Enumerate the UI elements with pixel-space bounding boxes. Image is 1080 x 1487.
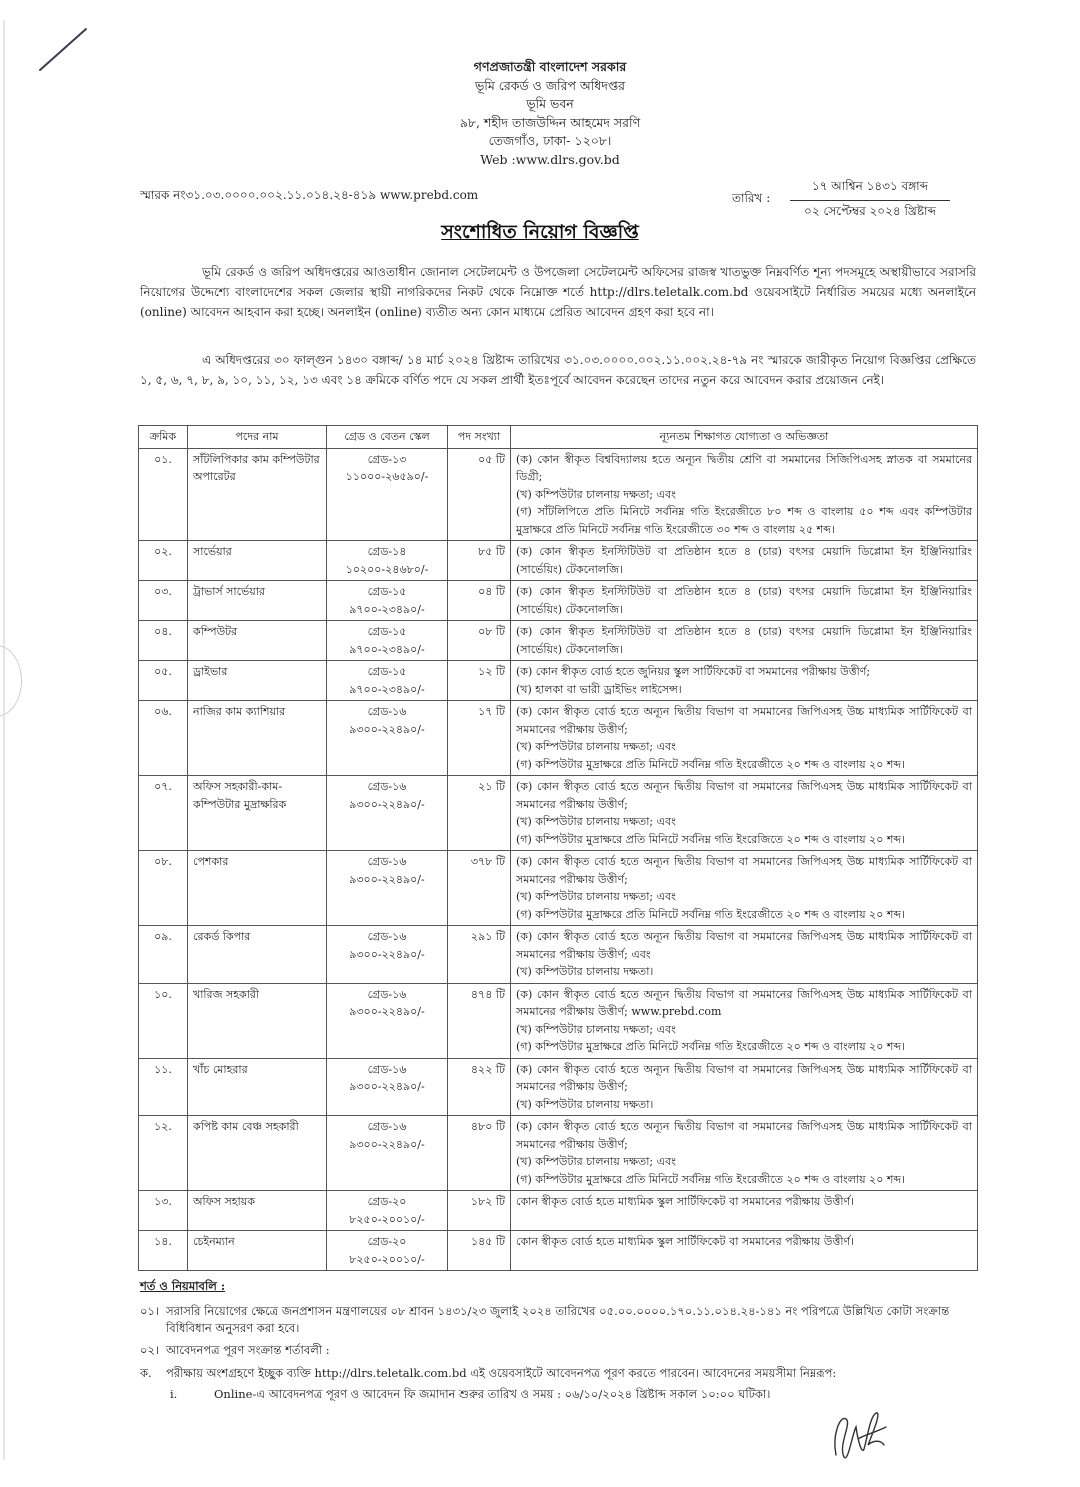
qualification-cell xyxy=(511,1191,978,1231)
post-count-cell: ১২ টি xyxy=(448,661,511,701)
serial-cell: ০১. xyxy=(139,448,188,541)
post-name-cell: সাঁটলিপিকার কাম কম্পিউটার অপারেটর xyxy=(188,448,327,541)
post-count-cell: ১৪৫ টি xyxy=(448,1231,511,1271)
post-count-cell: ৪৮০ টি xyxy=(448,1116,511,1191)
table-row xyxy=(139,1058,978,1116)
qualification-cell xyxy=(511,1231,978,1271)
grade-text: গ্রেড-১৬ xyxy=(367,987,407,1001)
date-gregorian: ০২ সেপ্টেম্বর ২০২৪ খ্রিষ্টাব্দ xyxy=(804,204,936,218)
qualification-cell xyxy=(511,983,978,1058)
serial-cell: ০৩. xyxy=(139,581,188,621)
qualification-line: (গ) কম্পিউটার মুদ্রাক্ষরে প্রতি মিনিটে সর্বনিম্ন গতি ইংরেজিতে ২০ শব্দ ও বাংলায় ২০ শব্দ। xyxy=(516,832,906,846)
post-count-cell: ১৮২ টি xyxy=(448,1191,511,1231)
table-row xyxy=(139,661,978,701)
qualification-line: (ক) কোন স্বীকৃত বোর্ড হতে অন্যূন দ্বিতীয় বিভাগ বা সমমানের জিপিএসহ উচ্চ মাধ্যমিক সার্টিফিকেট বা সমমানের পরীক্ষায় উত্তীর্ণ; www.prebd.com xyxy=(516,987,972,1018)
term-subitem xyxy=(140,1365,980,1382)
qualification-line: (ক) কোন স্বীকৃত বিশ্ববিদ্যালয় হতে অন্যূন দ্বিতীয় শ্রেণি বা সমমানের সিজিপিএসহ স্নাতক বা সমমানের ডিগ্রী; xyxy=(516,452,972,483)
table-header-row xyxy=(139,426,978,449)
grade-scale-cell xyxy=(327,581,448,621)
term-text: আবেদনপত্র পূরণ সংক্রান্ত শর্তাবলী : xyxy=(166,1343,330,1357)
pay-scale-text: ৯৩০০-২২৪৯০/- xyxy=(349,1005,425,1018)
signature-icon xyxy=(828,1405,892,1469)
website: Web :www.dlrs.gov.bd xyxy=(480,151,620,167)
serial-cell: ১৩. xyxy=(139,1191,188,1231)
serial-cell: ০২. xyxy=(139,541,188,581)
pay-scale-text: ১০২০০-২৪৬৮০/- xyxy=(345,562,429,576)
intro-paragraph xyxy=(140,262,976,322)
subsubitem-number: i. xyxy=(170,1387,178,1401)
document-title: সংশোধিত নিয়োগ বিজ্ঞপ্তি xyxy=(441,221,639,243)
street-address: ৯৮, শহীদ তাজউদ্দিন আহমেদ সরণি xyxy=(459,114,641,130)
grade-scale-cell xyxy=(327,776,448,851)
header-post-count: পদ সংখ্যা xyxy=(448,426,511,449)
grade-text: গ্রেড-২০ xyxy=(367,1235,407,1248)
table-row xyxy=(139,1231,978,1271)
term-item xyxy=(140,1303,980,1337)
post-name-cell: নাজির কাম ক্যাশিয়ার xyxy=(188,701,327,776)
post-name-cell: রেকর্ড কিপার xyxy=(188,926,327,984)
qualification-cell xyxy=(511,448,978,541)
qualification-line: (ক) কোন স্বীকৃত বোর্ড হতে অন্যূন দ্বিতীয় বিভাগ বা সমমানের জিপিএসহ উচ্চ মাধ্যমিক সার্টিফিকেট বা সমমানের পরীক্ষায় উত্তীর্ণ; xyxy=(516,1062,972,1093)
grade-scale-cell xyxy=(327,448,448,541)
grade-scale-cell xyxy=(327,851,448,926)
grade-text: গ্রেড-১৬ xyxy=(367,855,407,868)
subitem-number: ক. xyxy=(140,1366,152,1380)
qualification-line: (খ) কম্পিউটার চালনায় দক্ষতা; এবং xyxy=(516,1022,676,1036)
qualification-line: (খ) কম্পিউটার চালনায় দক্ষতা; এবং xyxy=(516,815,676,828)
header-serial: ক্রমিক xyxy=(139,426,188,449)
grade-scale-cell xyxy=(327,541,448,581)
pay-scale-text: ৯৩০০-২২৪৯০/- xyxy=(349,947,425,961)
header-qualification: ন্যূনতম শিক্ষাগত যোগ্যতা ও অভিজ্ঞতা xyxy=(511,426,978,449)
pay-scale-text: ৯৩০০-২২৪৯০/- xyxy=(349,722,425,736)
post-name-cell: সার্ভেয়ার xyxy=(188,541,327,581)
reference-text: এ অধিদপ্তরের ৩০ ফাল্গুন ১৪৩০ বঙ্গাব্দ/ ১৪ মার্চ ২০২৪ খ্রিষ্টাব্দ তারিখের ৩১.০৩.০০০০.০০২.১১.০০২.২৪-৭৯ নং স্মারকে জারীকৃত নিয়োগ বিজ্ঞপ্তির প্রেক্ষিতে ১, ৫, ৬, ৭, ৮, ৯, ১০, ১১, ১২, ১৩ এবং ১৪ ক্রমিকে বর্ণিত পদে যে সকল প্রার্থী ইতঃপূর্বে আবেদন করেছেন তাদের নতুন করে আবেদন করার প্রয়োজন নেই। xyxy=(140,353,976,387)
serial-cell: ১২. xyxy=(139,1116,188,1191)
grade-scale-cell xyxy=(327,1116,448,1191)
qualification-line: (গ) কম্পিউটার মুদ্রাক্ষরে প্রতি মিনিটে সর্বনিম্ন গতি ইংরেজীতে ২০ শব্দ ও বাংলায় ২০ শব্দ। xyxy=(516,907,906,921)
reference-paragraph xyxy=(140,350,976,390)
building-name: ভূমি ভবন xyxy=(526,96,574,111)
qualification-cell xyxy=(511,1116,978,1191)
date-label: তারিখ : xyxy=(732,191,771,205)
qualification-cell xyxy=(511,581,978,621)
pay-scale-text: ৯৭০০-২৩৪৯০/- xyxy=(349,682,425,696)
post-count-cell: ২১ টি xyxy=(448,776,511,851)
table-row xyxy=(139,1116,978,1191)
grade-text: গ্রেড-১৪ xyxy=(367,545,407,558)
post-count-cell: ১৭ টি xyxy=(448,701,511,776)
department-name: ভূমি রেকর্ড ও জরিপ অধিদপ্তর xyxy=(474,77,626,93)
grade-text: গ্রেড-১৬ xyxy=(367,930,407,943)
qualification-line: (খ) কম্পিউটার চালনায় দক্ষতা; এবং xyxy=(516,1155,676,1168)
post-name-cell: অফিস সহকারী-কাম-কম্পিউটার মুদ্রাক্ষরিক xyxy=(188,776,327,851)
post-name-cell: ট্রাভার্স সার্ভেয়ার xyxy=(188,581,327,621)
serial-cell: ১০. xyxy=(139,983,188,1058)
post-count-cell: ৩৭৮ টি xyxy=(448,851,511,926)
qualification-line: কোন স্বীকৃত বোর্ড হতে মাধ্যমিক স্কুল সার্টিফিকেট বা সমমানের পরীক্ষায় উত্তীর্ণ। xyxy=(516,1195,855,1208)
grade-text: গ্রেড-১৫ xyxy=(367,625,407,638)
date-bengali: ১৭ আশ্বিন ১৪৩১ বঙ্গাব্দ xyxy=(790,178,950,201)
grade-scale-cell xyxy=(327,661,448,701)
qualification-line: (খ) কম্পিউটার চালনায় দক্ষতা। xyxy=(516,965,654,978)
qualification-line: (গ) কম্পিউটার মুদ্রাক্ষরে প্রতি মিনিটে সর্বনিম্ন গতি ইংরেজীতে ২০ শব্দ ও বাংলায় ২০ শব্দ। xyxy=(516,757,906,771)
pay-scale-text: ৮২৫০-২০০১০/- xyxy=(349,1252,425,1266)
table-row xyxy=(139,581,978,621)
qualification-line: (ক) কোন স্বীকৃত বোর্ড হতে অন্যূন দ্বিতীয় বিভাগ বা সমমানের জিপিএসহ উচ্চ মাধ্যমিক সার্টিফিকেট বা সমমানের পরীক্ষায় উত্তীর্ণ; xyxy=(516,855,972,886)
qualification-line: (খ) কম্পিউটার চালনায় দক্ষতা; এবং xyxy=(516,890,676,903)
serial-cell: ০৯. xyxy=(139,926,188,984)
post-name-cell: খারিজ সহকারী xyxy=(188,983,327,1058)
term-item xyxy=(140,1342,980,1359)
table-row xyxy=(139,926,978,984)
qualification-cell xyxy=(511,851,978,926)
pen-stroke-mark xyxy=(38,26,90,74)
qualification-cell xyxy=(511,701,978,776)
post-name-cell: পেশকার xyxy=(188,851,327,926)
qualification-line: (গ) কম্পিউটার মুদ্রাক্ষরে প্রতি মিনিটে সর্বনিম্ন গতি ইংরেজীতে ২০ শব্দ ও বাংলায় ২০ শব্দ। xyxy=(516,1172,906,1186)
qualification-line: (ক) কোন স্বীকৃত বোর্ড হতে জুনিয়র স্কুল সার্টিফিকেট বা সমমানের পরীক্ষায় উত্তীর্ণ; xyxy=(516,665,871,678)
government-name: গণপ্রজাতন্ত্রী বাংলাদেশ সরকার xyxy=(473,59,627,74)
post-name-cell: কম্পিউটর xyxy=(188,621,327,661)
qualification-line: (ক) কোন স্বীকৃত বোর্ড হতে অন্যূন দ্বিতীয় বিভাগ বা সমমানের জিপিএসহ উচ্চ মাধ্যমিক সার্টিফিকেট বা সমমানের পরীক্ষায় উত্তীর্ণ; এবং xyxy=(516,930,972,961)
pay-scale-text: ১১০০০-২৬৫৯০/- xyxy=(345,470,429,483)
serial-cell: ১১. xyxy=(139,1058,188,1116)
qualification-cell xyxy=(511,541,978,581)
grade-scale-cell xyxy=(327,1231,448,1271)
pay-scale-text: ৯৩০০-২২৪৯০/- xyxy=(349,797,425,811)
grade-text: গ্রেড-১৬ xyxy=(367,705,407,718)
term-number: ০২। xyxy=(140,1343,160,1357)
serial-cell: ১৪. xyxy=(139,1231,188,1271)
table-row xyxy=(139,983,978,1058)
pay-scale-text: ৯৭০০-২৩৪৯০/- xyxy=(349,602,425,616)
term-number: ০১। xyxy=(140,1304,160,1318)
table-row xyxy=(139,541,978,581)
grade-text: গ্রেড-১৫ xyxy=(367,585,407,598)
qualification-line: কোন স্বীকৃত বোর্ড হতে মাধ্যমিক স্কুল সার্টিফিকেট বা সমমানের পরীক্ষায় উত্তীর্ণ। xyxy=(516,1235,855,1248)
grade-scale-cell xyxy=(327,1058,448,1116)
grade-text: গ্রেড-১৬ xyxy=(367,780,407,793)
grade-text: গ্রেড-১৩ xyxy=(367,452,407,466)
posts-table xyxy=(138,425,978,1271)
post-name-cell: চেইনম্যান xyxy=(188,1231,327,1271)
qualification-cell xyxy=(511,621,978,661)
serial-cell: ০৪. xyxy=(139,621,188,661)
document-title-wrap xyxy=(0,218,1080,250)
qualification-line: (ক) কোন স্বীকৃত বোর্ড হতে অন্যূন দ্বিতীয় বিভাগ বা সমমানের জিপিএসহ উচ্চ মাধ্যমিক সার্টিফিকেট বা সমমানের পরীক্ষায় উত্তীর্ণ; xyxy=(516,780,972,811)
post-count-cell: ০৮ টি xyxy=(448,621,511,661)
pay-scale-text: ৯৭০০-২৩৪৯০/- xyxy=(349,642,425,656)
pay-scale-text: ৯৩০০-২২৪৯০/- xyxy=(349,872,425,886)
grade-text: গ্রেড-১৬ xyxy=(367,1062,407,1076)
qualification-line: (ক) কোন স্বীকৃত ইনস্টিটিউট বা প্রতিষ্ঠান হতে ৪ (চার) বৎসর মেয়াদি ডিপ্লোমা ইন ইঞ্জিনিয়ারিং (সার্ভেয়িং) টেকনোলজি। xyxy=(516,625,972,656)
serial-cell: ০৫. xyxy=(139,661,188,701)
qualification-cell xyxy=(511,1058,978,1116)
qualification-cell xyxy=(511,926,978,984)
pay-scale-text: ৮২৫০-২০০১০/- xyxy=(349,1212,425,1226)
serial-cell: ০৬. xyxy=(139,701,188,776)
table-row xyxy=(139,776,978,851)
term-text: সরাসরি নিয়োগের ক্ষেত্রে জনপ্রশাসন মন্ত্রণালয়ের ০৮ শ্রাবন ১৪৩১/২৩ জুলাই ২০২৪ তারিখের ০৫.০০.০০০০.১৭০.১১.০১৪.২৪-১৪১ নং পরিপত্রে উল্লিখিত কোটা সংক্রান্ত বিধিবিধান অনুসরণ করা হবে। xyxy=(166,1304,950,1335)
serial-cell: ০৮. xyxy=(139,851,188,926)
table-row xyxy=(139,621,978,661)
terms-heading: শর্ত ও নিয়মাবলি : xyxy=(140,1279,226,1293)
subitem-text: পরীক্ষায় অংশগ্রহণে ইচ্ছুক ব্যক্তি http://dlrs.teletalk.com.bd এই ওয়েবসাইটে আবেদনপত্র পূরণ করতে পারবেন। আবেদনের সময়সীমা নিম্নরূপ: xyxy=(166,1366,837,1380)
pay-scale-text: ৯৩০০-২২৪৯০/- xyxy=(349,1080,425,1093)
punch-hole-mark xyxy=(0,645,22,717)
grade-text: গ্রেড-১৫ xyxy=(367,665,407,678)
grade-scale-cell xyxy=(327,621,448,661)
post-name-cell: কপিষ্ট কাম বেঞ্চ সহকারী xyxy=(188,1116,327,1191)
header-grade-scale: গ্রেড ও বেতন স্কেল xyxy=(327,426,448,449)
post-count-cell: ৮৫ টি xyxy=(448,541,511,581)
terms-section xyxy=(140,1278,980,1403)
city-address: তেজগাঁও, ঢাকা- ১২০৮। xyxy=(488,133,612,148)
qualification-line: (ক) কোন স্বীকৃত ইনস্টিটিউট বা প্রতিষ্ঠান হতে ৪ (চার) বৎসর মেয়াদি ডিপ্লোমা ইন ইঞ্জিনিয়ারিং (সার্ভেয়িং) টেকনোলজি। xyxy=(516,585,972,616)
qualification-line: (ক) কোন স্বীকৃত বোর্ড হতে অন্যূন দ্বিতীয় বিভাগ বা সমমানের জিপিএসহ উচ্চ মাধ্যমিক সার্টিফিকেট বা সমমানের পরীক্ষায় উত্তীর্ণ; xyxy=(516,1120,972,1151)
table-row xyxy=(139,851,978,926)
qualification-line: (খ) হালকা বা ভারী ড্রাইভিং লাইসেন্স। xyxy=(516,682,682,696)
qualification-line: (গ) কম্পিউটার মুদ্রাক্ষরে প্রতি মিনিটে সর্বনিম্ন গতি ইংরেজীতে ২০ শব্দ ও বাংলায় ২০ শব্দ। xyxy=(516,1040,906,1053)
qualification-line: (গ) সাঁটলিপিতে প্রতি মিনিটে সর্বনিম্ন গতি ইংরেজীতে ৮০ শব্দ ও বাংলায় ৫০ শব্দ এবং কম্পিউটার মুদ্রাক্ষরে প্রতি মিনিটে সর্বনিম্ন গতি ইংরেজীতে ৩০ শব্দ ও বাংলায় ২৫ শব্দ। xyxy=(516,505,972,536)
qualification-cell xyxy=(511,776,978,851)
post-count-cell: ২৯১ টি xyxy=(448,926,511,984)
letterhead xyxy=(380,58,720,169)
table-row xyxy=(139,1191,978,1231)
qualification-line: (খ) কম্পিউটার চালনায় দক্ষতা। xyxy=(516,1097,654,1111)
qualification-line: (ক) কোন স্বীকৃত বোর্ড হতে অন্যূন দ্বিতীয় বিভাগ বা সমমানের জিপিএসহ উচ্চ মাধ্যমিক সার্টিফিকেট বা সমমানের পরীক্ষায় উত্তীর্ণ; xyxy=(516,705,972,736)
post-count-cell: ০৫ টি xyxy=(448,448,511,541)
qualification-line: (খ) কম্পিউটার চালনায় দক্ষতা; এবং xyxy=(516,740,676,753)
post-count-cell: ০৪ টি xyxy=(448,581,511,621)
post-count-cell: ৪২২ টি xyxy=(448,1058,511,1116)
grade-text: গ্রেড-১৬ xyxy=(367,1120,407,1133)
post-name-cell: খাঁচ মোহরার xyxy=(188,1058,327,1116)
grade-text: গ্রেড-২০ xyxy=(367,1195,407,1208)
table-row xyxy=(139,701,978,776)
post-name-cell: অফিস সহায়ক xyxy=(188,1191,327,1231)
qualification-line: (খ) কম্পিউটার চালনায় দক্ষতা; এবং xyxy=(516,487,676,501)
header-post-name: পদের নাম xyxy=(188,426,327,449)
pay-scale-text: ৯৩০০-২২৪৯০/- xyxy=(349,1137,425,1151)
table-row xyxy=(139,448,978,541)
grade-scale-cell xyxy=(327,701,448,776)
grade-scale-cell xyxy=(327,926,448,984)
intro-text: ভূমি রেকর্ড ও জরিপ অধিদপ্তরের আওতাধীন জোনাল সেটেলমেন্ট ও উপজেলা সেটেলমেন্ট অফিসের রাজস্ব খাতভুক্ত নিম্নবর্ণিত শূন্য পদসমূহে অস্থায়ীভাবে সরাসরি নিয়োগের উদ্দেশ্যে বাংলাদেশের সকল জেলার স্থায়ী নাগরিকদের নিকট থেকে নিম্নোক্ত শর্তে http://dlrs.teletalk.com.bd ওয়েবসাইটে নির্ধারিত সময়ের মধ্যে অনলাইনে (online) আবেদন আহবান করা হচ্ছে। অনলাইন (online) ব্যতীত অন্য কোন মাধ্যমে প্রেরিত আবেদন গ্রহণ করা হবে না। xyxy=(140,265,976,319)
qualification-line: (ক) কোন স্বীকৃত ইনস্টিটিউট বা প্রতিষ্ঠান হতে ৪ (চার) বৎসর মেয়াদি ডিপ্লোমা ইন ইঞ্জিনিয়ারিং (সার্ভেয়িং) টেকনোলজি। xyxy=(516,545,972,576)
memo-reference: স্মারক নং৩১.০৩.০০০০.০০২.১১.০১৪.২৪-৪১৯ www.prebd.com xyxy=(140,188,479,202)
subsubitem-text: Online-এ আবেদনপত্র পূরণ ও আবেদন ফি জমাদান শুরুর তারিখ ও সময় : ০৬/১০/২০২৪ খ্রিষ্টাব্দ সকাল ১০:০০ ঘটিকা। xyxy=(214,1387,771,1401)
grade-scale-cell xyxy=(327,983,448,1058)
qualification-cell xyxy=(511,661,978,701)
grade-scale-cell xyxy=(327,1191,448,1231)
term-subsubitem xyxy=(140,1386,980,1403)
post-count-cell: ৪৭৪ টি xyxy=(448,983,511,1058)
post-name-cell: ড্রাইভার xyxy=(188,661,327,701)
serial-cell: ০৭. xyxy=(139,776,188,851)
